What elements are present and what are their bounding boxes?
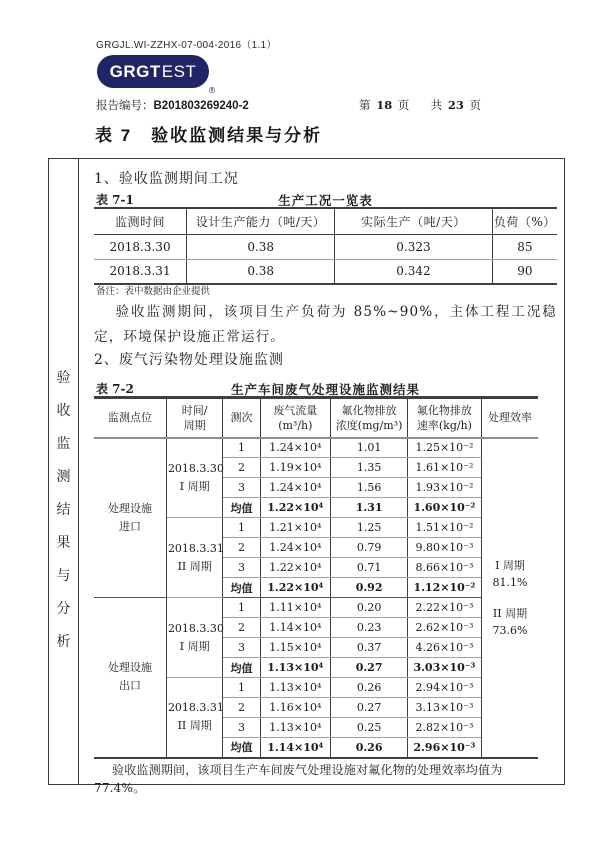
logo-text-light: EST — [161, 61, 197, 81]
table2-cell: 3.03×10⁻³ — [408, 658, 481, 678]
sidebar-char: 析 — [56, 634, 71, 650]
period-cell: 2018.3.30 I 周期 — [166, 438, 222, 518]
content-frame — [48, 158, 565, 795]
table2-cell: 1.21×10⁴ — [260, 518, 330, 538]
page-current: 18 — [376, 98, 393, 112]
table2-header-cell: 氟化物排放 速率(kg/h) — [408, 398, 481, 438]
table2-cell: 0.23 — [330, 618, 407, 638]
sidebar-char: 结 — [56, 502, 71, 518]
table1-row — [94, 259, 557, 284]
table2-cell: 均值 — [223, 658, 260, 678]
sidebar-char: 分 — [56, 601, 71, 617]
table2-cell: 0.26 — [330, 738, 407, 758]
table1-cell: 0.38 — [187, 234, 335, 259]
page-total: 23 — [447, 98, 464, 112]
table2-header-row — [94, 398, 538, 438]
document-code: GRGJL.WI-ZZHX-07-004-2016（1.1） — [96, 40, 277, 51]
monitor-point-cell: 处理设施 进口 — [94, 438, 166, 598]
report-number — [96, 97, 249, 113]
section2-heading: 2、废气污染物处理设施监测 — [94, 352, 284, 368]
table2-cell: 1.22×10⁴ — [260, 578, 330, 598]
table2-cell: 1.25 — [330, 518, 407, 538]
sidebar-char: 测 — [56, 469, 71, 485]
table1-cell: 0.342 — [335, 259, 492, 284]
table1-note: 备注：表中数据由企业提供 — [96, 286, 211, 297]
table2-cell: 均值 — [223, 738, 260, 758]
table2-cell: 2.96×10⁻³ — [408, 738, 481, 758]
table2-cell: 1.13×10⁴ — [260, 658, 330, 678]
report-number-label: 报告编号： — [96, 98, 154, 112]
table2-cell: 1.35 — [330, 458, 407, 478]
table2-cell: 1.14×10⁴ — [260, 738, 330, 758]
table2-cell: 1.11×10⁴ — [260, 598, 330, 618]
table2-cell: 0.20 — [330, 598, 407, 618]
page-word: 页 — [397, 98, 410, 112]
table1-caption — [94, 191, 557, 207]
table2-cell: 1.51×10⁻² — [408, 518, 481, 538]
table2-cell: 2.94×10⁻³ — [408, 678, 481, 698]
page-indicator — [358, 97, 482, 113]
table2-cell: 2 — [223, 458, 260, 478]
table2-cell: 0.27 — [330, 658, 407, 678]
table2-cell: 0.26 — [330, 678, 407, 698]
page-word: 共 — [430, 98, 443, 112]
table2-row — [94, 438, 538, 458]
table2-cell: 1.19×10⁴ — [260, 458, 330, 478]
table2-cell: 2 — [223, 538, 260, 558]
table1-header-cell: 负荷（%） — [492, 208, 557, 234]
period-cell: 2018.3.30 I 周期 — [166, 598, 222, 678]
table2-caption — [94, 380, 557, 396]
logo-pill — [97, 55, 209, 88]
table2-cell: 均值 — [223, 498, 260, 518]
table2-header-cell: 监测点位 — [94, 398, 166, 438]
table1-cell: 90 — [492, 259, 557, 284]
table2-cell: 2.62×10⁻³ — [408, 618, 481, 638]
table2-cell: 1.56 — [330, 478, 407, 498]
table2-cell: 4.26×10⁻³ — [408, 638, 481, 658]
table2-cell: 1.24×10⁴ — [260, 438, 330, 458]
exhaust-gas-monitoring-table — [94, 396, 538, 759]
efficiency-cell: I 周期 81.1% II 周期 73.6% — [481, 438, 538, 758]
table1-cell: 0.38 — [187, 259, 335, 284]
section1-heading: 1、验收监测期间工况 — [94, 171, 239, 187]
table2-cell: 0.25 — [330, 718, 407, 738]
page-word: 第 — [359, 98, 371, 112]
table2-cell: 2 — [223, 698, 260, 718]
table2-cell: 1.25×10⁻² — [408, 438, 481, 458]
table2-header-cell: 氟化物排放 浓度(mg/m³) — [330, 398, 407, 438]
page-title: 表 7 验收监测结果与分析 — [95, 126, 323, 145]
table2-cell: 1.14×10⁴ — [260, 618, 330, 638]
content-area — [79, 159, 564, 795]
table2-cell: 0.92 — [330, 578, 407, 598]
table2-cell: 1.61×10⁻² — [408, 458, 481, 478]
table2-cell: 8.66×10⁻³ — [408, 558, 481, 578]
table1-header-cell: 实际生产（吨/天） — [335, 208, 492, 234]
table2-cell: 0.27 — [330, 698, 407, 718]
table2-header-cell: 处理效率 — [481, 398, 538, 438]
table1-label: 表 7-1 — [96, 193, 134, 207]
sidebar-char: 与 — [56, 568, 71, 584]
table1-cell: 2018.3.31 — [94, 259, 187, 284]
table2-row — [94, 598, 538, 618]
table2-cell: 1 — [223, 518, 260, 538]
production-status-table — [94, 207, 557, 285]
table2-cell: 1.22×10⁴ — [260, 498, 330, 518]
table2-cell: 1 — [223, 598, 260, 618]
table2-cell: 0.37 — [330, 638, 407, 658]
table1-cell: 2018.3.30 — [94, 234, 187, 259]
company-logo — [97, 55, 216, 95]
table2-cell: 1.60×10⁻² — [408, 498, 481, 518]
table2-cell: 1 — [223, 678, 260, 698]
table2-cell: 1 — [223, 438, 260, 458]
table2-cell: 2.22×10⁻³ — [408, 598, 481, 618]
table2-cell: 3 — [223, 718, 260, 738]
table1-cell: 0.323 — [335, 234, 492, 259]
logo-text-bold: GRGT — [109, 61, 161, 81]
table2-cell: 0.71 — [330, 558, 407, 578]
table2-cell: 0.79 — [330, 538, 407, 558]
table2-cell: 3 — [223, 478, 260, 498]
table2-cell: 均值 — [223, 578, 260, 598]
section2-conclusion: 验收监测期间，该项目生产车间废气处理设施对氟化物的处理效率均值为 77.4%。 — [94, 762, 503, 795]
table2-cell: 3 — [223, 558, 260, 578]
table2-cell: 2.82×10⁻³ — [408, 718, 481, 738]
table2-cell: 3 — [223, 638, 260, 658]
table2-label: 表 7-2 — [96, 382, 134, 396]
table1-header-cell: 监测时间 — [94, 208, 187, 234]
table2-cell: 1.24×10⁴ — [260, 538, 330, 558]
table2-cell: 1.13×10⁴ — [260, 718, 330, 738]
table2-cell: 3.13×10⁻³ — [408, 698, 481, 718]
table2-header-cell: 时间/ 周期 — [166, 398, 222, 438]
table1-header-row — [94, 208, 557, 234]
page-word: 页 — [469, 98, 481, 112]
sidebar-vertical-label — [49, 159, 79, 784]
table1-row — [94, 234, 557, 259]
registered-trademark-icon: ® — [208, 86, 216, 95]
table1-title: 生产工况一览表 — [278, 193, 373, 208]
table2-cell: 2 — [223, 618, 260, 638]
table2-header-cell: 废气流量 (m³/h) — [260, 398, 330, 438]
table2-cell: 1.24×10⁴ — [260, 478, 330, 498]
table2-header-cell: 测次 — [223, 398, 260, 438]
table2-cell: 1.15×10⁴ — [260, 638, 330, 658]
monitor-point-cell: 处理设施 出口 — [94, 598, 166, 758]
report-number-value: B201803269240-2 — [153, 100, 249, 112]
table1-header-cell: 设计生产能力（吨/天） — [187, 208, 335, 234]
table2-cell: 1.12×10⁻² — [408, 578, 481, 598]
sidebar-char: 果 — [56, 535, 71, 551]
period-cell: 2018.3.31 II 周期 — [166, 678, 222, 758]
table2-title: 生产车间废气处理设施监测结果 — [230, 382, 420, 397]
sidebar-char: 收 — [56, 403, 71, 419]
table2-cell: 1.01 — [330, 438, 407, 458]
table2-cell: 1.16×10⁴ — [260, 698, 330, 718]
table2-cell: 1.93×10⁻² — [408, 478, 481, 498]
period-cell: 2018.3.31 II 周期 — [166, 518, 222, 598]
sidebar-char: 验 — [56, 370, 71, 386]
sidebar-char: 监 — [56, 436, 71, 452]
table1-cell: 85 — [492, 234, 557, 259]
report-meta-row — [96, 97, 482, 113]
table2-cell: 1.22×10⁴ — [260, 558, 330, 578]
table2-cell: 1.13×10⁴ — [260, 678, 330, 698]
table2-cell: 1.31 — [330, 498, 407, 518]
section1-paragraph: 验收监测期间，该项目生产负荷为 85%~90%，主体工程工况稳定，环境保护设施正常运行。 — [94, 304, 557, 345]
table2-cell: 9.80×10⁻³ — [408, 538, 481, 558]
